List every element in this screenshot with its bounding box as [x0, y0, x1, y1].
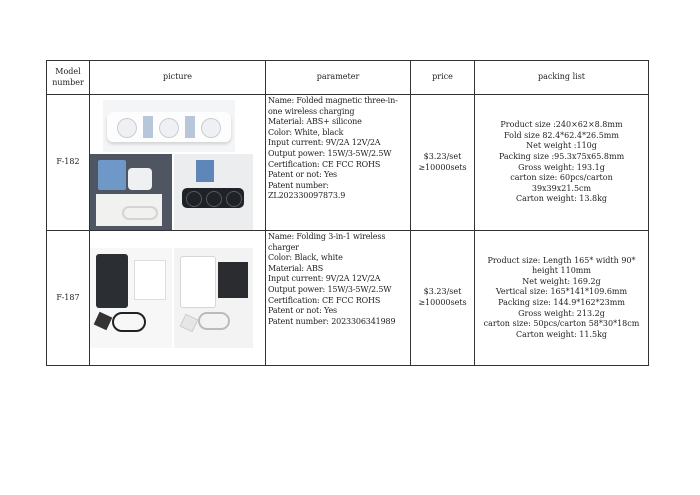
table-header-row — [47, 61, 649, 95]
folded-charger-photo — [103, 100, 235, 152]
product-picture-cell — [90, 231, 266, 366]
black-charger-photo — [174, 154, 253, 230]
header-price: price — [411, 61, 475, 95]
header-parameter: parameter — [266, 61, 411, 95]
white-stand-photo — [174, 248, 253, 348]
product-spec-table — [46, 60, 649, 366]
table-row — [47, 95, 649, 231]
table-row — [47, 231, 649, 366]
price-cell: $3.23/set ≥10000sets — [411, 231, 475, 366]
header-packing-list: packing list — [475, 61, 649, 95]
header-picture: picture — [90, 61, 266, 95]
parameter-cell: Name: Folding 3-in-1 wireless charger Color: Black, white Material: ABS Input current: 9V/2A 12V/2A Output power: 15W/3-5W/2.5W Certification: CE FCC ROHS Patent or not: Yes Patent number: 2023306341989 — [266, 231, 411, 366]
product-photo-f187 — [90, 231, 253, 365]
package-contents-photo — [90, 154, 172, 230]
black-stand-photo — [90, 248, 172, 348]
model-number-cell: F-187 — [47, 231, 90, 366]
header-model-number: Model number — [47, 61, 90, 95]
model-number-cell: F-182 — [47, 95, 90, 231]
price-cell: $3.23/set ≥10000sets — [411, 95, 475, 231]
product-picture-cell — [90, 95, 266, 231]
packing-list-cell: Product size: Length 165* width 90* height 110mm Net weight: 169.2g Vertical size: 165*141*109.6mm Packing size: 144.9*162*23mm Gross weight: 213.2g carton size: 50pcs/carton 58*30*18cm Carton weight: 11.5kg — [475, 231, 649, 366]
parameter-cell: Name: Folded magnetic three-in- one wireless charging Material: ABS+ silicone Color: White, black Input current: 9V/2A 12V/2A Output power: 15W/3-5W/2.5W Certification: CE FCC ROHS Patent or not: Yes Patent number: ZL202330097873.9 — [266, 95, 411, 231]
packing-list-cell: Product size :240×62×8.8mm Fold size 82.4*62.4*26.5mm Net weight :110g Packing size :95.3x75x65.8mm Gross weight: 193.1g carton size: 60pcs/carton 39x39x21.5cm Carton weight: 13.8kg — [475, 95, 649, 231]
product-photo-f182 — [90, 96, 253, 230]
